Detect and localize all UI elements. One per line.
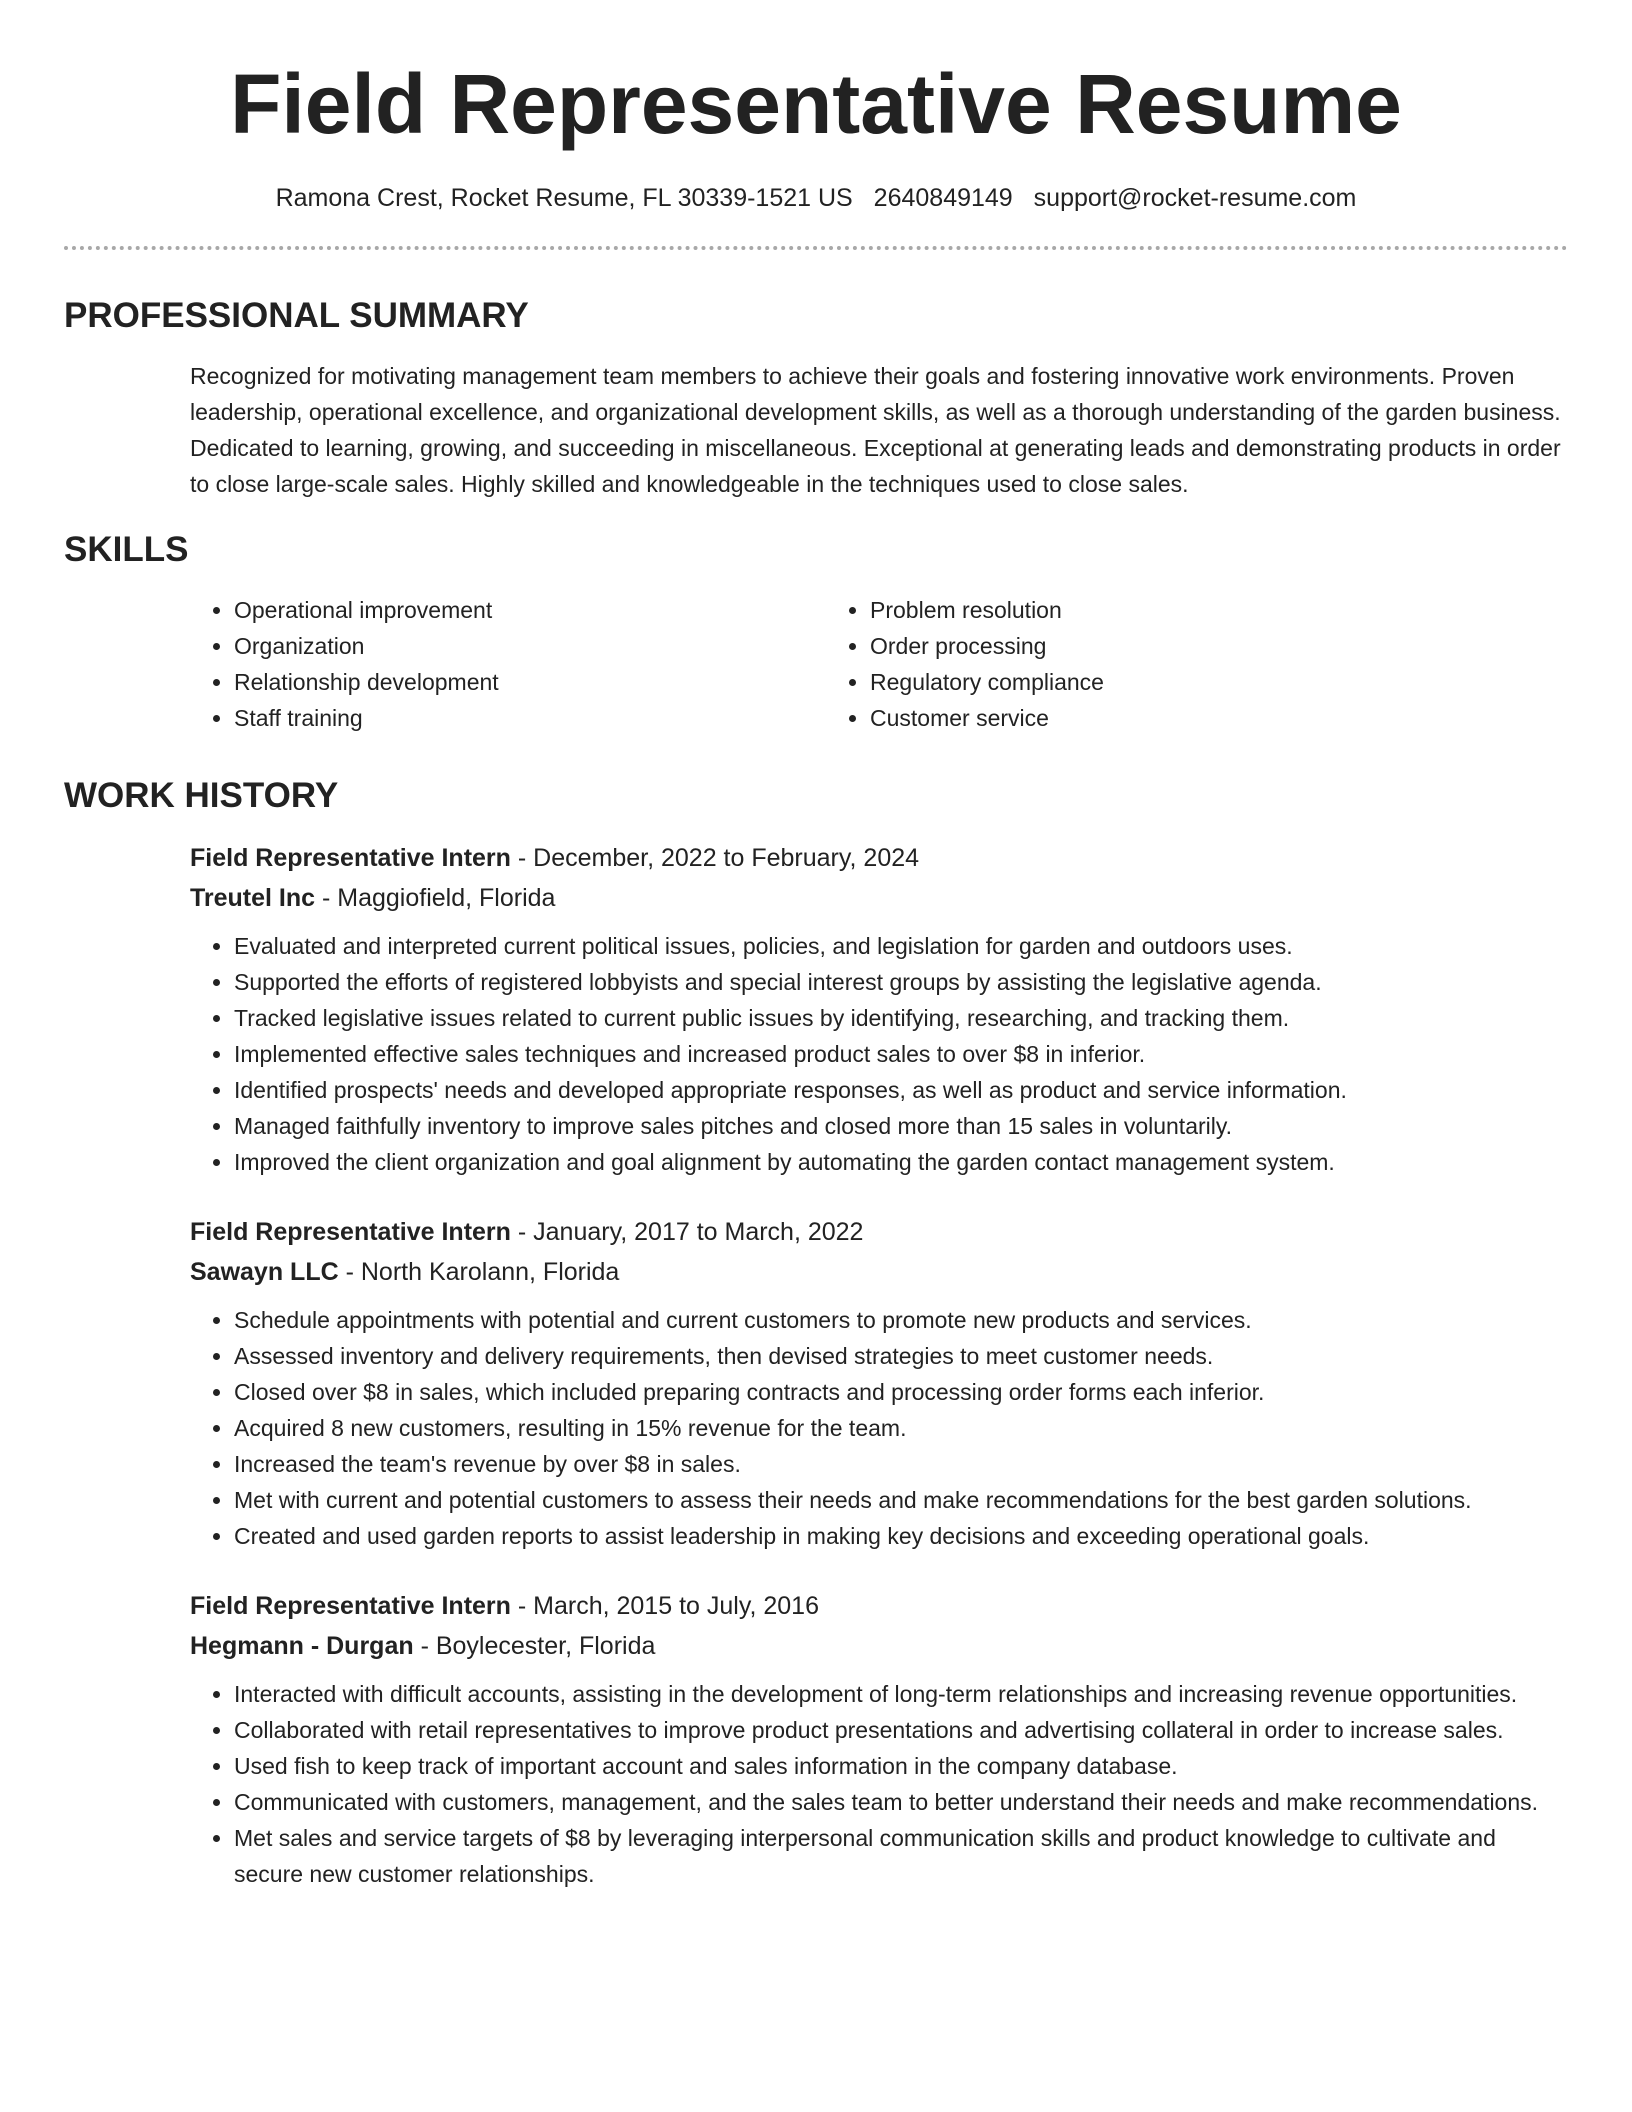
job-title: Field Representative Intern <box>190 844 511 872</box>
skill-item: • Customer service <box>870 700 1426 736</box>
job-bullet: • Met sales and service targets of $8 by leveraging interpersonal communication skills and product knowledge to cultivate and secure new customer relationships. <box>234 1820 1568 1892</box>
skills-column-left <box>190 592 826 736</box>
resume-title: Field Representative Resume <box>230 57 1402 151</box>
skill-item: • Staff training <box>234 700 826 736</box>
job-company-line <box>190 1626 1568 1666</box>
job-title: Field Representative Intern <box>190 1218 511 1246</box>
job-bullet: • Used fish to keep track of important account and sales information in the company database. <box>234 1748 1568 1784</box>
summary-heading: PROFESSIONAL SUMMARY <box>64 296 529 335</box>
job-bullet: • Met with current and potential customers to assess their needs and make recommendations for the best garden solutions. <box>234 1482 1568 1518</box>
skill-item: • Problem resolution <box>870 592 1426 628</box>
job-bullet: • Evaluated and interpreted current political issues, policies, and legislation for garden and outdoors uses. <box>234 928 1568 964</box>
job-company: Sawayn LLC <box>190 1258 339 1286</box>
job-company: Hegmann - Durgan <box>190 1632 414 1660</box>
job-location: - Boylecester, Florida <box>413 1632 656 1660</box>
skills-column-right <box>826 592 1426 736</box>
job-company: Treutel Inc <box>190 884 316 912</box>
skill-item: • Regulatory compliance <box>870 664 1426 700</box>
job-dates: - December, 2022 to February, 2024 <box>510 844 920 872</box>
job-location: - North Karolann, Florida <box>338 1258 620 1286</box>
skill-item: • Relationship development <box>234 664 826 700</box>
job-bullet: • Identified prospects' needs and developed appropriate responses, as well as product and service information. <box>234 1072 1568 1108</box>
job-bullet: • Implemented effective sales techniques and increased product sales to over $8 in inferior. <box>234 1036 1568 1072</box>
job-bullet: • Assessed inventory and delivery requirements, then devised strategies to meet customer needs. <box>234 1338 1568 1374</box>
job-bullet: • Improved the client organization and goal alignment by automating the garden contact management system. <box>234 1144 1568 1180</box>
skill-item: • Order processing <box>870 628 1426 664</box>
job-dates: - March, 2015 to July, 2016 <box>510 1592 819 1620</box>
job-location: - Maggiofield, Florida <box>315 884 556 912</box>
job-dates: - January, 2017 to March, 2022 <box>510 1218 864 1246</box>
job-entry <box>190 1586 1568 1892</box>
contact-line <box>64 182 1568 214</box>
job-bullets <box>190 1676 1568 1892</box>
job-bullet: • Communicated with customers, management, and the sales team to better understand their needs and make recommendations. <box>234 1784 1568 1820</box>
work-history-section <box>64 774 1568 1892</box>
skills-heading: SKILLS <box>64 530 189 569</box>
job-entry <box>190 838 1568 1180</box>
header-divider <box>64 246 1568 250</box>
skills-grid <box>190 592 1568 736</box>
skill-item: • Operational improvement <box>234 592 826 628</box>
job-company-line <box>190 1252 1568 1292</box>
job-bullet: • Schedule appointments with potential and current customers to promote new products and services. <box>234 1302 1568 1338</box>
job-bullet: • Tracked legislative issues related to current public issues by identifying, researching, and tracking them. <box>234 1000 1568 1036</box>
job-title: Field Representative Intern <box>190 1592 511 1620</box>
job-bullet: • Increased the team's revenue by over $8 in sales. <box>234 1446 1568 1482</box>
job-bullet: • Supported the efforts of registered lobbyists and special interest groups by assisting the legislative agenda. <box>234 964 1568 1000</box>
job-title-line <box>190 838 1568 878</box>
job-bullet: • Managed faithfully inventory to improve sales pitches and closed more than 15 sales in voluntarily. <box>234 1108 1568 1144</box>
work-history-heading: WORK HISTORY <box>64 776 339 815</box>
job-bullet: • Acquired 8 new customers, resulting in 15% revenue for the team. <box>234 1410 1568 1446</box>
summary-text: Recognized for motivating management team members to achieve their goals and fostering innovative work environments. Proven leadership, operational excellence, and organizational development skills, as well as a thorough understanding of the garden business. Dedicated to learning, growing, and succeeding in miscellaneous. Exceptional at generating leads and demonstrating products in order to close large-scale sales. Highly skilled and knowledgeable in the techniques used to close sales. <box>190 363 1561 497</box>
job-title-line <box>190 1586 1568 1626</box>
job-bullet: • Interacted with difficult accounts, assisting in the development of long-term relationships and increasing revenue opportunities. <box>234 1676 1568 1712</box>
job-title-line <box>190 1212 1568 1252</box>
job-entry <box>190 1212 1568 1554</box>
job-bullet: • Created and used garden reports to assist leadership in making key decisions and exceeding operational goals. <box>234 1518 1568 1554</box>
skills-section <box>64 528 1568 736</box>
job-company-line <box>190 878 1568 918</box>
job-bullets <box>190 1302 1568 1554</box>
job-bullet: • Closed over $8 in sales, which included preparing contracts and processing order forms each inferior. <box>234 1374 1568 1410</box>
job-bullet: • Collaborated with retail representatives to improve product presentations and advertising collateral in order to increase sales. <box>234 1712 1568 1748</box>
contact-address: Ramona Crest, Rocket Resume, FL 30339-1521 US <box>275 184 853 212</box>
contact-phone: 2640849149 <box>873 184 1013 212</box>
skill-item: • Organization <box>234 628 826 664</box>
job-bullets <box>190 928 1568 1180</box>
summary-section <box>64 294 1568 502</box>
contact-email: support@rocket-resume.com <box>1033 184 1357 212</box>
